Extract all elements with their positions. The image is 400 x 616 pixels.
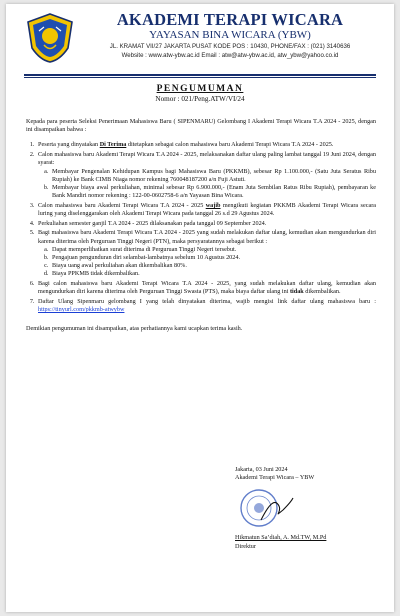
sub-list-item: a. Membayar Pengenalan Kehidupan Kampus bagi Mahasiswa Baru (PKKMB), sebesar Rp 1.100.000,- (Satu Juta Seratus Ribu Rupiah) ke Bank CIMB Niaga nomor rekening 760048187200 a/n Fuji Astuti. [50,168,376,184]
sub-list-item: b. Membayar biaya awal perkuliahan, minimal sebesar Rp 6.900.000,- (Enam Juta Sembilan Ratus Ribu Rupiah), pembayaran ke Bank Mandiri nomor rekening : 122-00-0602758-6 a/n Yayasan Bina Wicara. [50,184,376,200]
place-date: Jakarta, 03 Juni 2024 [235,466,288,473]
sub-list-item: b. Pengajuan pengunduran diri selambat-lambatnya sebelum 10 Agustus 2024. [50,254,376,262]
institution-logo-icon [24,12,76,64]
institution-name: AKADEMI TERAPI WICARA [116,10,344,29]
signatory-role: Direktur [235,542,256,550]
registration-link[interactable]: https://tinyurl.com/pkkmb-atwybw [38,306,125,314]
document-title: PENGUMUMAN [156,84,244,94]
signatory-name: Hikmatun Sa’diah, A. Md.TW, M.Pd [235,534,327,542]
address-line: JL. KRAMAT VII/27 JAKARTA PUSAT KODE POS : 10430, PHONE/FAX : (021) 3140636 [109,43,351,50]
list-item: 3. Calon mahasiswa baru Akademi Terapi Wicara T.A 2024 - 2025 wajib mengikuti kegiatan PKKMB Akademi Terapi Wicara secara luring yang diselenggarakan oleh Akademi Terapi Wicara pada tanggal 26 s.d 29 Agustus 2024. [36,202,376,218]
list-item: 7. Daftar Ulang Sipenmaru gelombang I yang telah dinyatakan diterima, wajib mengisi link daftar ulang mahasiswa baru : https://tinyurl.com/pkkmb-atwybw [36,298,376,314]
official-stamp-icon [239,484,295,532]
emphasis-text: wajib [205,201,221,209]
announcement-list [26,141,376,314]
contact-line: Website : www.atw-ybw.ac.id Email : atw@atw-ybw.ac.id, atw_ybw@yahoo.co.id [121,52,339,59]
emphasis-text: tidak [289,288,304,296]
header-rule [24,74,376,76]
list-item: 4. Perkuliahan semester ganjil T.A 2024 - 2025 dilaksanakan pada tanggal 09 September 2024. [36,220,376,228]
list-item: 6. Bagi calon mahasiswa baru Akademi Terapi Wicara T.A 2024 - 2025, yang sudah melakukan daftar ulang, kemudian akan mengundurkan diri karena diterima oleh Perguruan Tinggi Swasta (PTS), maka biaya daftar ulang ini tidak dikembalikan. [36,280,376,296]
sub-list-item: a. Dapat memperlihatkan surat diterima di Perguruan Tinggi Negeri tersebut. [50,246,376,254]
document-number: Nomor : 021/Peng.ATW/VI/24 [155,95,245,103]
sub-list-item: c. Biaya uang awal perkuliahan akan dikembalikan 80%. [50,262,376,270]
list-item: 1. Peserta yang dinyatakan Di Terima ditetapkan sebagai calon mahasiswa baru Akademi Terapi Wicara T.A 2024 - 2025. [36,141,376,149]
sub-list-item: d. Biaya PPKMB tidak dikembalikan. [50,270,376,278]
signature-block [235,466,385,551]
signing-organization: Akademi Terapi Wicara – YBW [235,474,315,482]
header-rule-thin [24,77,376,78]
foundation-name: YAYASAN BINA WICARA (YBW) [149,29,311,41]
closing-paragraph: Demikian pengumuman ini disampaikan, atas perhatiannya kami ucapkan terima kasih. [26,325,243,333]
sub-list [38,246,376,279]
list-item: 5. Bagi mahasiswa baru Akademi Terapi Wicara T.A 2024 - 2025 yang sudah melakukan daftar ulang, kemudian akan mengundurkan diri karena diterima oleh Perguruan Tinggi Negeri (PTN), maka persyaratannya sebagai berikut : a. Dapat memperlihatkan surat diterima di Perguruan Tinggi Negeri tersebut. b. Pengajuan pengunduran diri selambat-lambatnya sebelum 10 Agustus 2024. c. Biaya uang awal perkuliahan akan dikembalikan 80%. d. Biaya PPKMB tidak dikembalikan. [36,229,376,278]
sub-list [38,168,376,201]
list-item: 2. Calon mahasiswa baru Akademi Terapi Wicara T.A 2024 - 2025, melaksanakan daftar ulang paling lambat tanggal 19 Juni 2024, dengan syarat: a. Membayar Pengenalan Kehidupan Kampus bagi Mahasiswa Baru (PKKMB), sebesar Rp 1.100.000,- (Satu Juta Seratus Ribu Rupiah) ke Bank CIMB Niaga nomor rekening 760048187200 a/n Fuji Astuti. b. Membayar biaya awal perkuliahan, minimal sebesar Rp 6.900.000,- (Enam Juta Sembilan Ratus Ribu Rupiah), pembayaran ke Bank Mandiri nomor rekening : 122-00-0602758-6 a/n Yayasan Bina Wicara. [36,151,376,200]
emphasis-text: Di Terima [99,141,127,149]
intro-paragraph: Kepada para peserta Seleksi Penerimaan Mahasiswa Baru ( SIPENMARU) Gelombang I Akademi Terapi Wicara T.A 2024 - 2025, dengan ini disampaikan bahwa : [26,118,376,134]
document-body [26,118,376,334]
letterhead [20,10,382,72]
letter-page [6,4,394,612]
